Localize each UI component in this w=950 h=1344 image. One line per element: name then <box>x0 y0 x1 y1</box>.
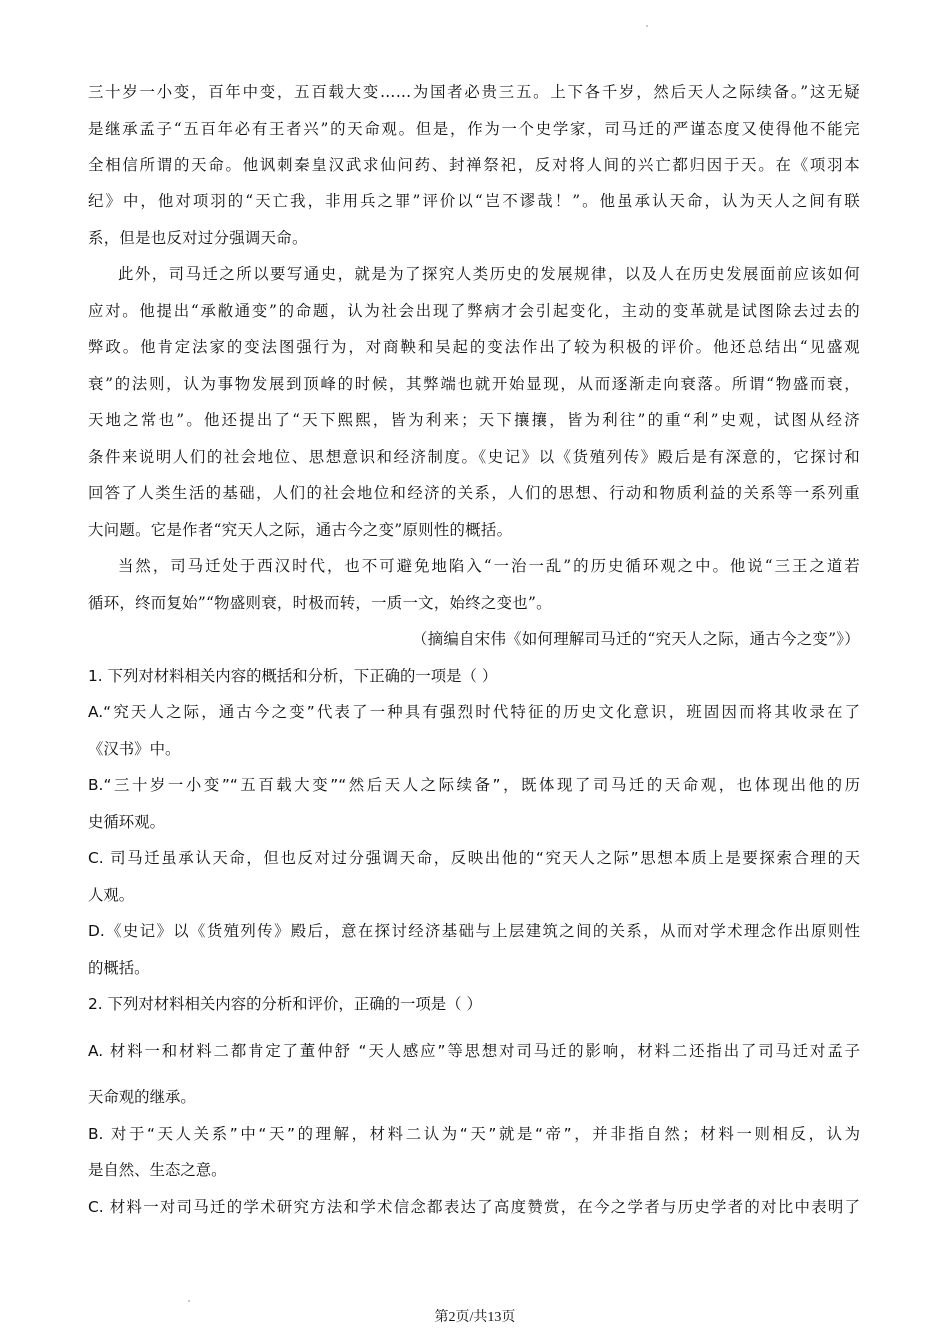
passage-p2-line-1: 此外，司马迁之所以要写通史，就是为了探究人类历史的发展规律，以及人在历史发展面前应该如何 <box>118 265 860 283</box>
q1-option-b-line-2: 史循环观。 <box>88 813 165 831</box>
passage-p2-line-5: 天地之常也”。他还提出了“天下熙熙，皆为利来；天下攘攘，皆为利往”的重“利”史观，试图从经济 <box>88 411 860 429</box>
passage-p2-line-8: 大问题。它是作者“究天人之际，通古今之变”原则性的概括。 <box>88 521 513 539</box>
passage-p3-line-1: 当然，司马迁处于西汉时代，也不可避免地陷入“一治一乱”的历史循环观之中。他说“三王之道若 <box>118 557 860 575</box>
page-footer: 第2页/共13页 <box>434 1310 516 1325</box>
q1-option-d-line-2: 的概括。 <box>88 959 150 977</box>
scan-speck <box>646 25 648 27</box>
passage-p1-line-3: 全相信所谓的天命。他讽刺秦皇汉武求仙问药、封禅祭祀，反对将人间的兴亡都归因于天。在《项羽本 <box>88 156 860 174</box>
passage-p2-line-6: 条件来说明人们的社会地位、思想意识和经济制度。《史记》以《货殖列传》殿后是有深意的，它探讨和 <box>88 448 860 466</box>
passage-p1-line-1: 三十岁一小变，百年中变，五百载大变……为国者必贵三五。上下各千岁，然后天人之际续备。”这无疑 <box>88 83 860 101</box>
q1-option-a-line-1: A.“究天人之际，通古今之变”代表了一种具有强烈时代特征的历史文化意识，班固因而将其收录在了 <box>88 703 860 721</box>
passage-source: （摘编自宋伟《如何理解司马迁的“究天人之际，通古今之变”》） <box>412 630 860 648</box>
q1-stem: 1. 下列对材料相关内容的概括和分析，下正确的一项是（ ） <box>88 667 498 685</box>
passage-p1-line-5: 系，但是也反对过分强调天命。 <box>88 229 308 247</box>
q2-option-b-line-2: 是自然、生态之意。 <box>88 1161 227 1179</box>
q1-option-b-line-1: B.“三十岁一小变”“五百载大变”“然后天人之际续备”，既体现了司马迁的天命观，也体现出他的历 <box>88 776 860 794</box>
passage-p1-line-4: 纪》中，他对项羽的“天亡我，非用兵之罪”评价以“岂不谬哉！”。他虽承认天命，认为天人之间有联 <box>88 192 860 210</box>
passage-p2-line-7: 回答了人类生活的基础，人们的社会地位和经济的关系，人们的思想、行动和物质利益的关系等一系列重 <box>88 484 860 502</box>
passage-p1-line-2: 是继承孟子“五百年必有王者兴”的天命观。但是，作为一个史学家，司马迁的严谨态度又使得他不能完 <box>88 120 860 138</box>
q2-option-a-line-2: 天命观的继承。 <box>88 1088 196 1106</box>
q2-stem: 2. 下列对材料相关内容的分析和评价，正确的一项是（ ） <box>88 995 482 1013</box>
passage-p2-line-2: 应对。他提出“承敝通变”的命题，认为社会出现了弊病才会引起变化，主动的变革就是试图除去过去的 <box>88 302 860 320</box>
passage-p2-line-3: 弊政。他肯定法家的变法图强行为，对商鞅和吴起的变法作出了较为积极的评价。他还总结出“见盛观 <box>88 338 860 356</box>
scan-speck <box>188 1300 190 1302</box>
q1-option-d-line-1: D.《史记》以《货殖列传》殿后，意在探讨经济基础与上层建筑之间的关系，从而对学术理念作出原则性 <box>88 922 860 940</box>
q2-option-a-line-1: A. 材料一和材料二都肯定了董仲舒 “天人感应”等思想对司马迁的影响，材料二还指出了司马迁对孟子 <box>88 1042 860 1060</box>
passage-p3-line-2: 循环，终而复始”“物盛则衰，时极而转，一质一文，始终之变也”。 <box>88 594 552 612</box>
q1-option-a-line-2: 《汉书》中。 <box>88 740 181 758</box>
q2-option-c-line-1: C. 材料一对司马迁的学术研究方法和学术信念都表达了高度赞赏，在今之学者与历史学者的对比中表明了 <box>88 1198 860 1216</box>
q1-option-c-line-2: 人观。 <box>88 886 135 904</box>
q2-option-b-line-1: B. 对于“天人关系”中“天”的理解，材料二认为“天”就是“帝”，并非指自然；材料一则相反，认为 <box>88 1125 860 1143</box>
passage-p2-line-4: 衰”的法则，认为事物发展到顶峰的时候，其弊端也就开始显现，从而逐渐走向衰落。所谓“物盛而衰， <box>88 375 860 393</box>
q1-option-c-line-1: C. 司马迁虽承认天命，但也反对过分强调天命，反映出他的“究天人之际”思想本质上是要探索合理的天 <box>88 849 860 867</box>
